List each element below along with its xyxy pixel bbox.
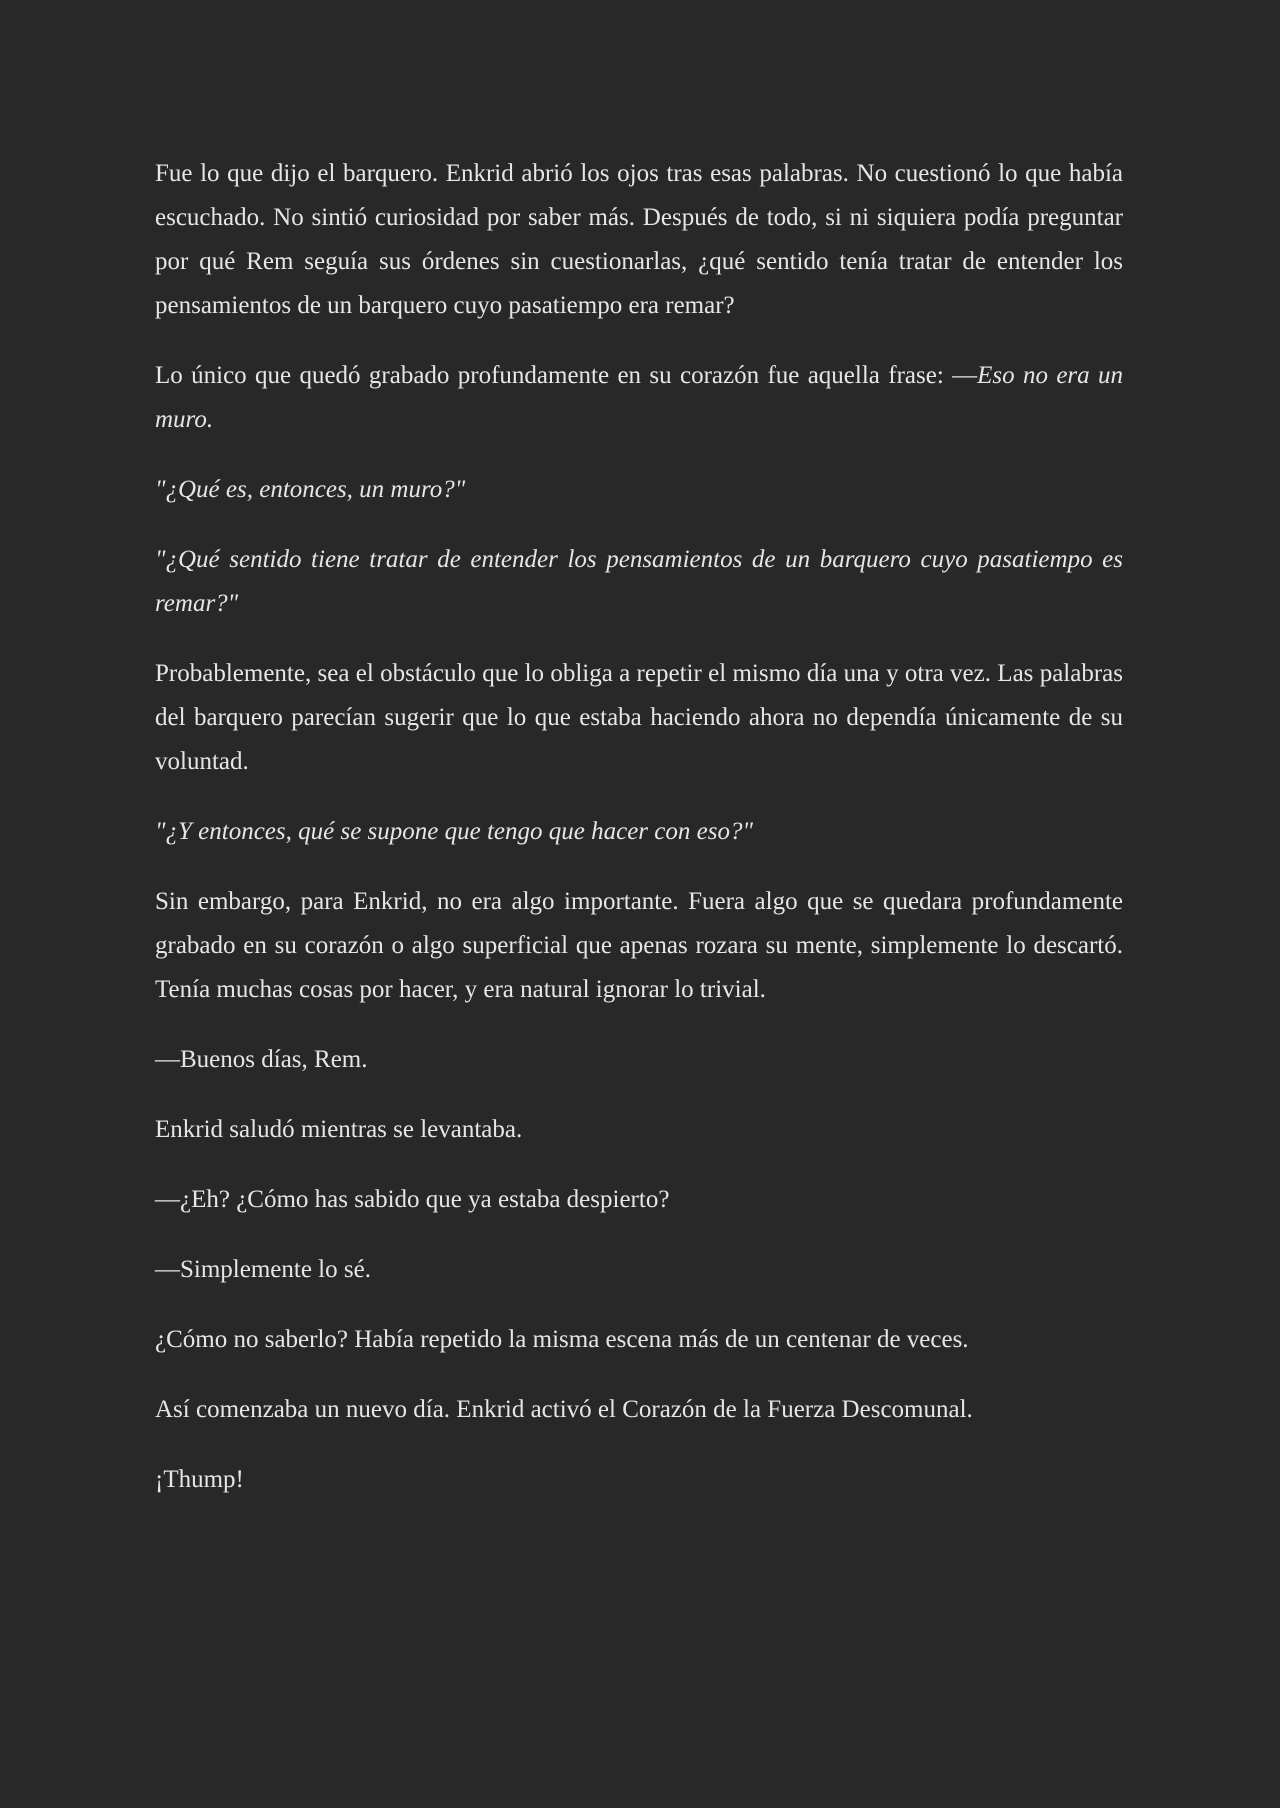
paragraph: Sin embargo, para Enkrid, no era algo importante. Fuera algo que se quedara profundamente grabado en su corazón o algo superficial que apenas rozara su mente, simplemente lo descartó. Tenía muchas cosas por hacer, y era natural ignorar lo trivial. xyxy=(155,888,1123,1003)
italic-thought: "¿Qué sentido tiene tratar de entender los pensamientos de un barquero cuyo pasatiempo es remar?" xyxy=(155,546,1123,617)
paragraph: Probablemente, sea el obstáculo que lo obliga a repetir el mismo día una y otra vez. Las palabras del barquero parecían sugerir que lo que estaba haciendo ahora no dependía únicamente de su voluntad. xyxy=(155,660,1123,775)
dialogue: —Simplemente lo sé. xyxy=(155,1256,371,1283)
paragraph: Así comenzaba un nuevo día. Enkrid activó el Corazón de la Fuerza Descomunal. xyxy=(155,1396,973,1423)
italic-thought: "¿Qué es, entonces, un muro?" xyxy=(155,476,466,503)
chapter-text xyxy=(155,152,1123,1528)
paragraph xyxy=(155,468,1123,512)
paragraph: Enkrid saludó mientras se levantaba. xyxy=(155,1116,523,1143)
paragraph xyxy=(155,538,1123,626)
italic-quote: Eso no era un muro. xyxy=(155,362,1124,433)
paragraph xyxy=(155,810,1123,854)
sound-effect: ¡Thump! xyxy=(155,1466,244,1493)
paragraph xyxy=(155,354,1123,442)
italic-thought: "¿Y entonces, qué se supone que tengo que hacer con eso?" xyxy=(155,818,753,845)
dialogue: —Buenos días, Rem. xyxy=(155,1046,368,1073)
paragraph-text: Lo único que quedó grabado profundamente en su corazón fue aquella frase: — xyxy=(155,362,978,389)
dialogue: —¿Eh? ¿Cómo has sabido que ya estaba despierto? xyxy=(155,1186,670,1213)
paragraph: Fue lo que dijo el barquero. Enkrid abrió los ojos tras esas palabras. No cuestionó lo que había escuchado. No sintió curiosidad por saber más. Después de todo, si ni siquiera podía preguntar por qué Rem seguía sus órdenes sin cuestionarlas, ¿qué sentido tenía tratar de entender los pensamientos de un barquero cuyo pasatiempo era remar? xyxy=(155,160,1123,319)
paragraph: ¿Cómo no saberlo? Había repetido la misma escena más de un centenar de veces. xyxy=(155,1326,969,1353)
